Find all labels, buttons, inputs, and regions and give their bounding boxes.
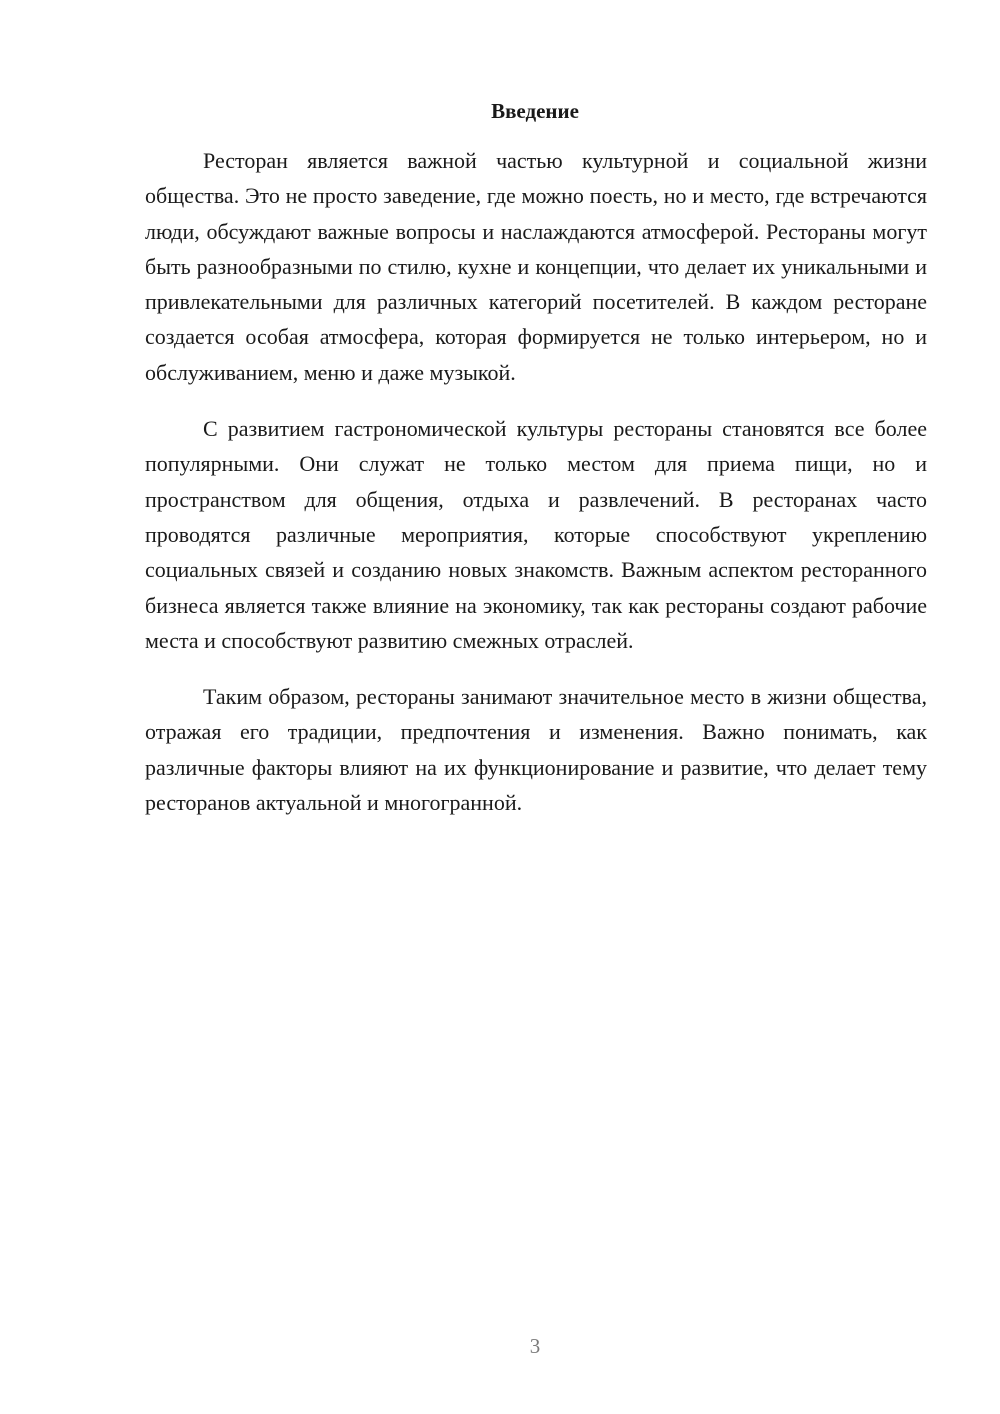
- paragraph-3: Таким образом, рестораны занимают значительное место в жизни общества, отражая его традиции, предпочтения и изменения. Важно понимать, как различные факторы влияют на их функционирование и развитие, что делает тему ресторанов актуальной и многогранной.: [145, 684, 927, 816]
- body-text: [145, 143, 927, 841]
- paragraph-1: Ресторан является важной частью культурной и социальной жизни общества. Это не просто заведение, где можно поесть, но и место, где встречаются люди, обсуждают важные вопросы и наслаждаются атмосферой. Рестораны могут быть разнообразными по стилю, кухне и концепции, что делает их уникальными и привлекательными для различных категорий посетителей. В каждом ресторане создается особая атмосфера, которая формируется не только интерьером, но и обслуживанием, меню и даже музыкой.: [145, 148, 927, 385]
- section-heading: Введение: [491, 99, 579, 123]
- paragraph-2: С развитием гастрономической культуры рестораны становятся все более популярными. Они служат не только местом для приема пищи, но и пространством для общения, отдыха и развлечений. В ресторанах часто проводятся различные мероприятия, которые способствуют укреплению социальных связей и созданию новых знакомств. Важным аспектом ресторанного бизнеса является также влияние на экономику, так как рестораны создают рабочие места и способствуют развитию смежных отраслей.: [145, 416, 927, 653]
- page-number: 3: [529, 1334, 541, 1358]
